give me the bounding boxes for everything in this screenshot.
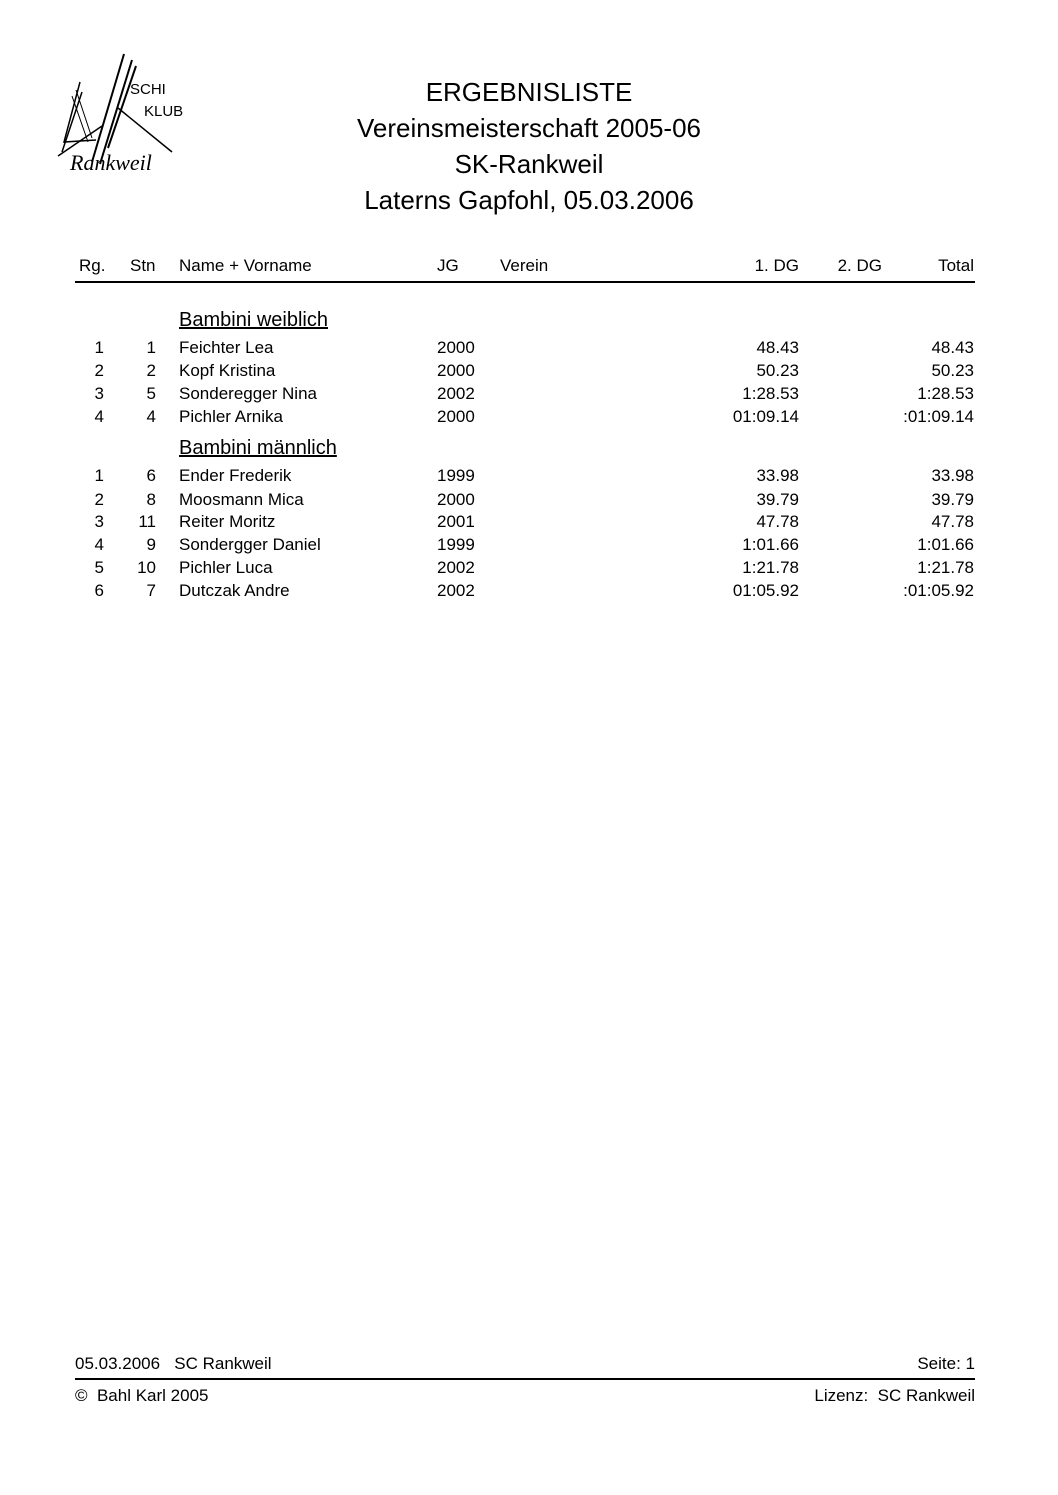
table-row: [0, 406, 1058, 428]
table-header: [0, 255, 1058, 277]
cell-rank: 2: [94, 361, 104, 380]
cell-run-1: 39.79: [756, 490, 799, 509]
cell-name: Sondergger Daniel: [179, 535, 321, 554]
cell-start-number: 1: [146, 338, 156, 357]
cell-rank: 1: [94, 338, 104, 357]
cell-run-1: 1:21.78: [742, 558, 799, 577]
cell-rank: 1: [94, 466, 104, 485]
footer-top: [75, 1353, 975, 1375]
title-line-2: Vereinsmeisterschaft 2005-06: [357, 113, 701, 143]
cell-total: :01:05.92: [903, 581, 974, 600]
cell-name: Pichler Luca: [179, 558, 273, 577]
cell-run-1: 48.43: [756, 338, 799, 357]
cell-start-number: 9: [146, 535, 156, 554]
cell-run-1: 33.98: [756, 466, 799, 485]
cell-rank: 4: [94, 535, 104, 554]
table-row: [0, 465, 1058, 487]
cell-total: :01:09.14: [903, 407, 974, 426]
cell-start-number: 4: [146, 407, 156, 426]
cell-name: Feichter Lea: [179, 338, 274, 357]
cell-rank: 3: [94, 512, 104, 531]
header-rank: Rg.: [79, 256, 106, 275]
cell-total: 39.79: [931, 490, 974, 509]
cell-total: 1:21.78: [917, 558, 974, 577]
cell-total: 47.78: [931, 512, 974, 531]
table-row: [0, 360, 1058, 382]
cell-year: 1999: [437, 535, 475, 554]
cell-start-number: 8: [146, 490, 156, 509]
logo-text-klub: KLUB: [144, 103, 184, 120]
document-title: [0, 74, 1058, 218]
cell-total: 1:28.53: [917, 384, 974, 403]
table-row: [0, 580, 1058, 602]
table-row: [0, 489, 1058, 511]
cell-year: 2002: [437, 558, 475, 577]
header-run-1: 1. DG: [754, 256, 799, 275]
cell-run-1: 47.78: [756, 512, 799, 531]
cell-year: 1999: [437, 466, 475, 485]
cell-rank: 5: [94, 558, 104, 577]
footer-date-club: 05.03.2006 SC Rankweil: [75, 1354, 272, 1373]
header-club: Verein: [500, 256, 549, 275]
logo-text-rankweil: Rankweil: [70, 150, 152, 175]
cell-start-number: 5: [146, 384, 156, 403]
header-start-number: Stn: [130, 256, 156, 275]
header-divider: [75, 281, 975, 283]
table-row: [0, 337, 1058, 359]
footer-divider: [75, 1378, 975, 1380]
cell-run-1: 1:01.66: [742, 535, 799, 554]
cell-name: Sonderegger Nina: [179, 384, 317, 403]
cell-year: 2000: [437, 490, 475, 509]
table-row: [0, 557, 1058, 579]
header-name: Name + Vorname: [179, 256, 312, 275]
footer-license: Lizenz: SC Rankweil: [814, 1386, 975, 1405]
category-title: Bambini weiblich: [179, 309, 328, 331]
cell-total: 33.98: [931, 466, 974, 485]
cell-start-number: 2: [146, 361, 156, 380]
table-row: [0, 534, 1058, 556]
cell-year: 2000: [437, 338, 475, 357]
header-total: Total: [938, 256, 974, 275]
footer-page-number: Seite: 1: [917, 1354, 975, 1373]
cell-year: 2002: [437, 384, 475, 403]
cell-name: Moosmann Mica: [179, 490, 304, 509]
cell-run-1: 50.23: [756, 361, 799, 380]
cell-run-1: 01:05.92: [732, 581, 799, 600]
cell-name: Reiter Moritz: [179, 512, 276, 531]
cell-rank: 2: [94, 490, 104, 509]
cell-year: 2002: [437, 581, 475, 600]
footer-bottom: [75, 1385, 975, 1407]
cell-total: 48.43: [931, 338, 974, 357]
cell-name: Dutczak Andre: [179, 581, 290, 600]
cell-run-1: 1:28.53: [742, 384, 799, 403]
cell-start-number: 7: [146, 581, 156, 600]
table-row: [0, 383, 1058, 405]
title-line-4: Laterns Gapfohl, 05.03.2006: [364, 185, 694, 215]
cell-total: 1:01.66: [917, 535, 974, 554]
table-row: [0, 511, 1058, 533]
cell-name: Ender Frederik: [179, 466, 292, 485]
cell-year: 2001: [437, 512, 475, 531]
cell-rank: 3: [94, 384, 104, 403]
cell-year: 2000: [437, 407, 475, 426]
cell-name: Kopf Kristina: [179, 361, 276, 380]
footer-copyright: © Bahl Karl 2005: [75, 1386, 209, 1405]
cell-start-number: 6: [146, 466, 156, 485]
logo-text-schi: SCHI: [130, 81, 166, 98]
cell-name: Pichler Arnika: [179, 407, 283, 426]
cell-run-1: 01:09.14: [732, 407, 799, 426]
cell-start-number: 10: [137, 558, 156, 577]
title-line-1: ERGEBNISLISTE: [425, 77, 633, 107]
header-year: JG: [437, 256, 459, 275]
cell-rank: 6: [94, 581, 104, 600]
category-title: Bambini männlich: [179, 437, 337, 459]
cell-rank: 4: [94, 407, 104, 426]
cell-total: 50.23: [931, 361, 974, 380]
title-line-3: SK-Rankweil: [454, 149, 604, 179]
header-run-2: 2. DG: [837, 256, 882, 275]
cell-start-number: 11: [138, 512, 156, 531]
cell-year: 2000: [437, 361, 475, 380]
